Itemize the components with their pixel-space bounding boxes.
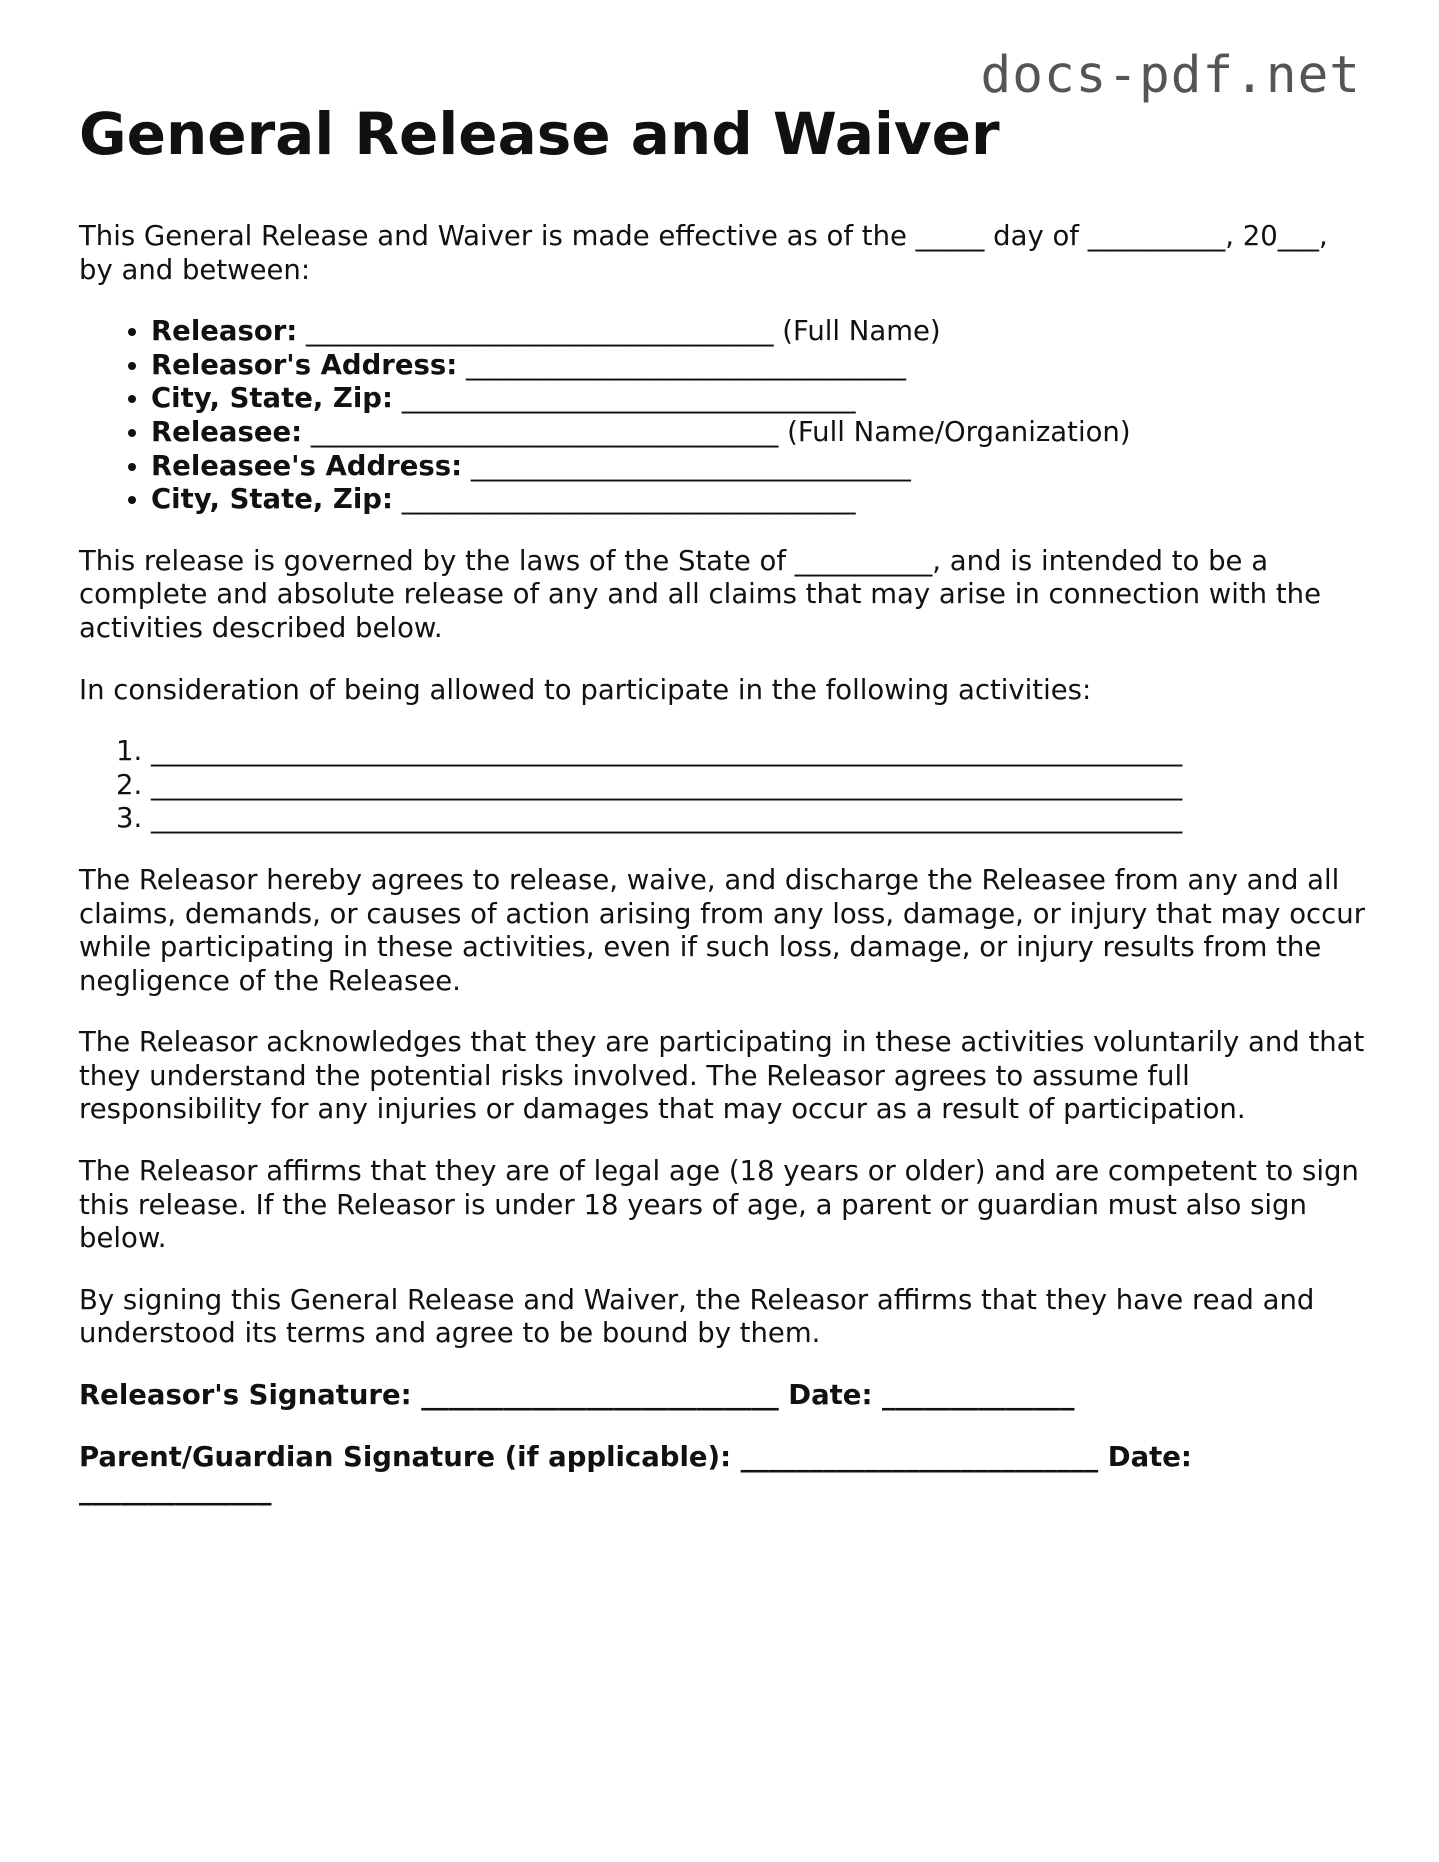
blank-field[interactable]: _________________________________: [401, 382, 856, 415]
list-item: [151, 416, 1369, 450]
acknowledgement-paragraph: The Releasor acknowledges that they are participating in these activities voluntarily and that they understand the potential risks involved. The Releasor agrees to assume full responsibility for any injuries or damages that may occur as a result of participation.: [79, 1026, 1365, 1126]
consideration-paragraph: In consideration of being allowed to participate in the following activities:: [79, 673, 1092, 706]
party-label: Releasor:: [151, 315, 298, 348]
document-body: [79, 96, 1369, 1508]
list-item: [151, 483, 1369, 517]
blank-field[interactable]: __________________________________: [306, 315, 774, 348]
list-item: [151, 349, 1369, 383]
party-note: (Full Name): [782, 315, 941, 348]
list-item: [151, 382, 1369, 416]
list-item: [151, 450, 1369, 484]
release-paragraph: The Releasor hereby agrees to release, waive, and discharge the Releasee from any and all claims, demands, or causes of action arising from any loss, damage, or injury that may occur while participating in these activities, even if such loss, damage, or injury results from the negligence of the Releasee.: [79, 863, 1366, 997]
blank-field[interactable]: _________________________________: [401, 483, 856, 516]
document-title: General Release and Waiver: [79, 100, 1000, 168]
party-note: (Full Name/Organization): [787, 415, 1131, 448]
parties-list: [79, 315, 1369, 517]
list-item: [151, 315, 1369, 349]
list-item[interactable]: 3. ___________________________________________________________________________: [151, 802, 1369, 836]
watermark: docs-pdf.net: [980, 46, 1361, 105]
list-item[interactable]: 2. ___________________________________________________________________________: [151, 769, 1369, 803]
party-label: Releasor's Address:: [151, 348, 458, 381]
age-paragraph: The Releasor affirms that they are of legal age (18 years or older) and are competent to sign this release. If the Releasor is under 18 years of age, a parent or guardian must also sign below.: [79, 1155, 1359, 1255]
list-item[interactable]: 1. ___________________________________________________________________________: [151, 735, 1369, 769]
party-label: City, State, Zip:: [151, 382, 393, 415]
blank-field[interactable]: ________________________________: [470, 449, 911, 482]
party-label: Releasee:: [151, 415, 303, 448]
blank-field[interactable]: __________________________________: [310, 415, 779, 448]
party-label: Releasee's Address:: [151, 449, 463, 482]
blank-field[interactable]: ________________________________: [466, 348, 906, 381]
guardian-signature-line[interactable]: Parent/Guardian Signature (if applicable): __________________________ Date: ______________: [79, 1440, 1192, 1507]
governing-law-paragraph: This release is governed by the laws of the State of __________, and is intended to be a complete and absolute release of any and all claims that may arise in connection with the activities described below.: [79, 544, 1321, 644]
intro-paragraph: This General Release and Waiver is made effective as of the _____ day of __________, 20___, by and between:: [79, 220, 1328, 286]
releasor-signature-line[interactable]: Releasor's Signature: __________________________ Date: ______________: [79, 1379, 1075, 1412]
activities-list: [79, 735, 1369, 836]
affirmation-paragraph: By signing this General Release and Waiver, the Releasor affirms that they have read and understood its terms and agree to be bound by them.: [79, 1283, 1315, 1350]
party-label: City, State, Zip:: [151, 483, 393, 516]
